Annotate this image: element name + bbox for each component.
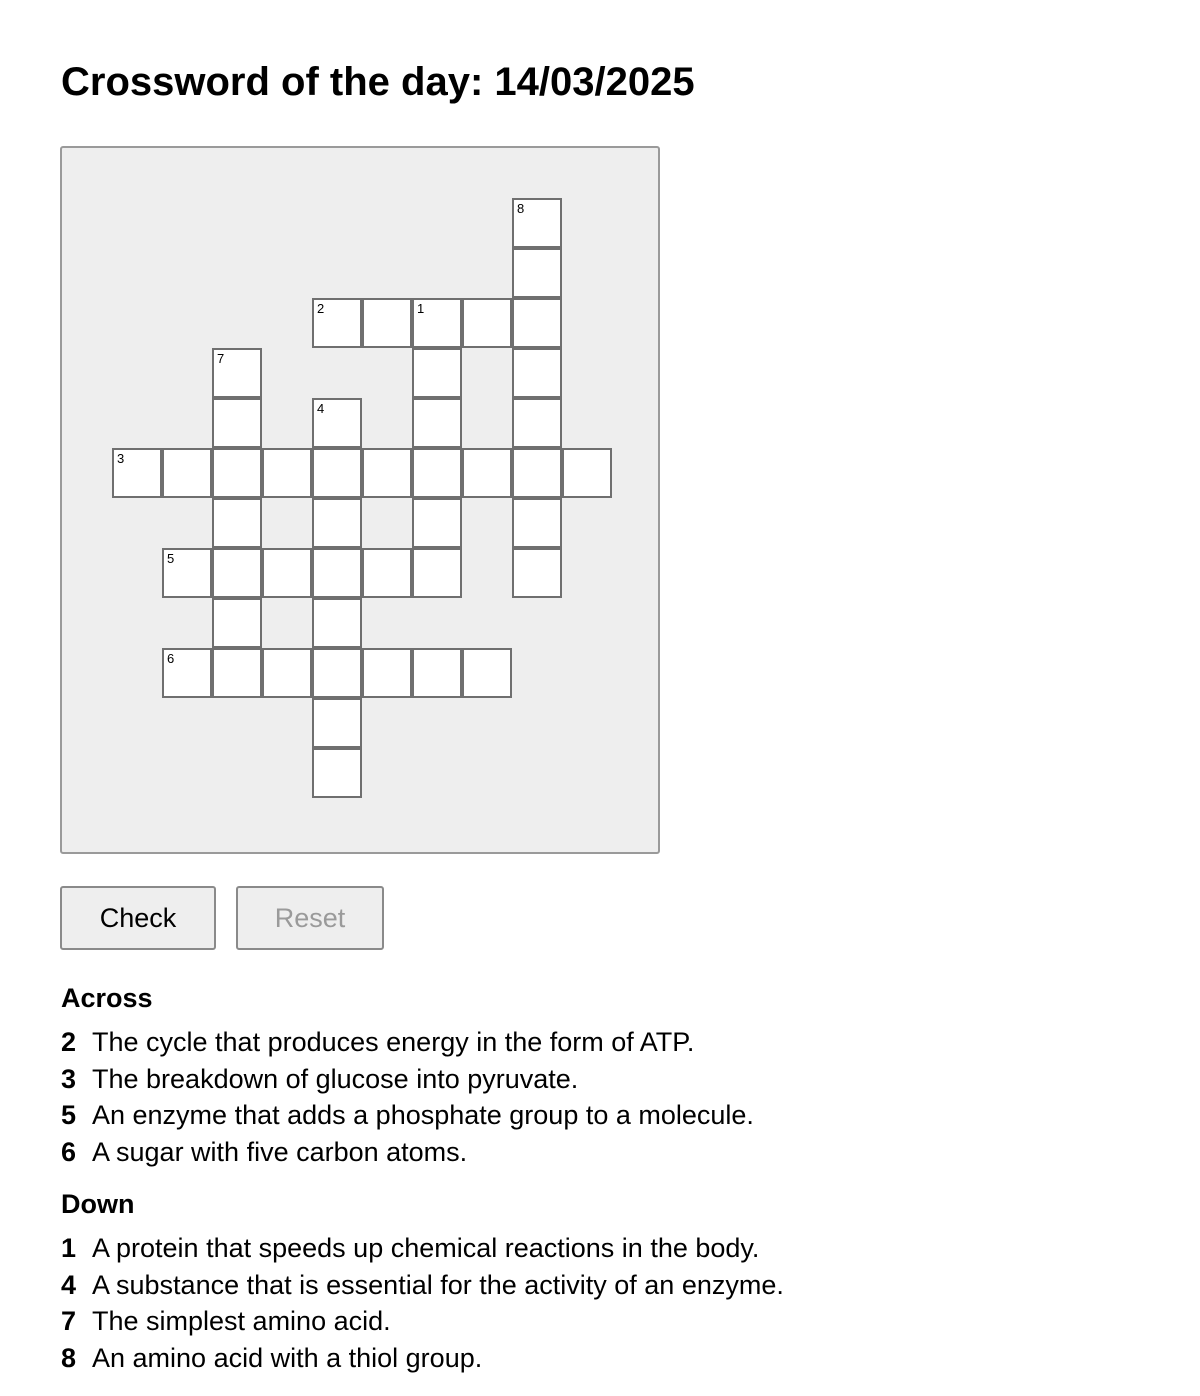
grid-cell[interactable] bbox=[162, 448, 212, 498]
clue-number: 7 bbox=[61, 1306, 77, 1336]
grid-cell[interactable] bbox=[262, 448, 312, 498]
clue-number: 3 bbox=[61, 1063, 77, 1094]
grid-cell[interactable] bbox=[262, 548, 312, 598]
grid-cell[interactable] bbox=[512, 198, 562, 248]
grid-cell[interactable] bbox=[212, 448, 262, 498]
grid-cell[interactable] bbox=[312, 298, 362, 348]
grid-cell[interactable] bbox=[212, 648, 262, 698]
across-clue bbox=[61, 1134, 754, 1171]
grid-cell[interactable] bbox=[312, 498, 362, 548]
across-clue bbox=[61, 1024, 754, 1061]
grid-cell[interactable] bbox=[412, 498, 462, 548]
down-clue bbox=[61, 1303, 784, 1340]
down-heading: Down bbox=[61, 1189, 135, 1219]
grid-cell[interactable] bbox=[462, 448, 512, 498]
clue-number-label: 6 bbox=[167, 651, 175, 666]
grid-cell[interactable] bbox=[412, 548, 462, 598]
grid-cell[interactable] bbox=[162, 548, 212, 598]
clue-number: 4 bbox=[61, 1269, 77, 1300]
clue-number: 5 bbox=[61, 1100, 77, 1130]
grid-cell[interactable] bbox=[362, 298, 412, 348]
clue-text: A substance that is essential for the activity of an enzyme. bbox=[92, 1269, 784, 1300]
grid-cell[interactable] bbox=[412, 348, 462, 398]
page-title: Crossword of the day: 14/03/2025 bbox=[61, 60, 695, 104]
grid-cell[interactable] bbox=[562, 448, 612, 498]
clue-text: A sugar with five carbon atoms. bbox=[92, 1136, 468, 1167]
grid-cell[interactable] bbox=[212, 348, 262, 398]
grid-cell[interactable] bbox=[512, 448, 562, 498]
clue-text: A protein that speeds up chemical reactions in the body. bbox=[92, 1233, 760, 1263]
clue-number-label: 7 bbox=[217, 351, 225, 366]
across-clue-list bbox=[61, 1024, 754, 1170]
grid-cell[interactable] bbox=[412, 298, 462, 348]
clue-number-label: 4 bbox=[317, 401, 325, 416]
grid-cell[interactable] bbox=[362, 448, 412, 498]
grid-cell[interactable] bbox=[362, 548, 412, 598]
grid-cell[interactable] bbox=[412, 648, 462, 698]
grid-cell[interactable] bbox=[512, 298, 562, 348]
clue-text: An amino acid with a thiol group. bbox=[92, 1342, 483, 1373]
clue-number: 2 bbox=[61, 1027, 77, 1057]
clue-number-label: 5 bbox=[167, 551, 175, 566]
down-clue bbox=[61, 1267, 784, 1304]
across-clue bbox=[61, 1097, 754, 1134]
grid-cell[interactable] bbox=[312, 698, 362, 748]
grid-cell[interactable] bbox=[312, 748, 362, 798]
grid-cell[interactable] bbox=[512, 398, 562, 448]
reset-button[interactable]: Reset bbox=[236, 886, 384, 950]
clue-number-label: 3 bbox=[117, 451, 125, 466]
clue-text: The cycle that produces energy in the form of ATP. bbox=[92, 1027, 695, 1057]
clue-number-label: 1 bbox=[417, 301, 425, 316]
grid-cell[interactable] bbox=[212, 598, 262, 648]
grid-cell[interactable] bbox=[462, 298, 512, 348]
grid-cell[interactable] bbox=[512, 248, 562, 298]
clue-text: An enzyme that adds a phosphate group to a molecule. bbox=[92, 1100, 754, 1130]
down-clue bbox=[61, 1230, 784, 1267]
grid-cell[interactable] bbox=[212, 498, 262, 548]
grid-cell[interactable] bbox=[312, 548, 362, 598]
clue-text: The simplest amino acid. bbox=[92, 1306, 391, 1336]
grid-cell[interactable] bbox=[512, 498, 562, 548]
across-heading: Across bbox=[61, 983, 153, 1013]
grid-cell[interactable] bbox=[412, 448, 462, 498]
grid-cell[interactable] bbox=[312, 398, 362, 448]
grid-cell[interactable] bbox=[412, 398, 462, 448]
grid-cell[interactable] bbox=[512, 548, 562, 598]
grid-cell[interactable] bbox=[162, 648, 212, 698]
grid-cell[interactable] bbox=[212, 398, 262, 448]
grid-cell[interactable] bbox=[112, 448, 162, 498]
clue-number: 1 bbox=[61, 1233, 77, 1263]
clue-number: 8 bbox=[61, 1342, 77, 1373]
clue-number-label: 8 bbox=[517, 201, 525, 216]
grid-cell[interactable] bbox=[312, 598, 362, 648]
grid-cell[interactable] bbox=[312, 448, 362, 498]
grid-cell[interactable] bbox=[512, 348, 562, 398]
grid-cell[interactable] bbox=[212, 548, 262, 598]
clue-number: 6 bbox=[61, 1136, 77, 1167]
crossword-grid bbox=[60, 146, 660, 854]
grid-cell[interactable] bbox=[262, 648, 312, 698]
check-button[interactable]: Check bbox=[60, 886, 216, 950]
down-clue bbox=[61, 1340, 784, 1377]
grid-cell[interactable] bbox=[462, 648, 512, 698]
down-clue-list bbox=[61, 1230, 784, 1376]
grid-cell[interactable] bbox=[312, 648, 362, 698]
clue-text: The breakdown of glucose into pyruvate. bbox=[92, 1063, 579, 1094]
clue-number-label: 2 bbox=[317, 301, 325, 316]
across-clue bbox=[61, 1061, 754, 1098]
grid-cell[interactable] bbox=[362, 648, 412, 698]
